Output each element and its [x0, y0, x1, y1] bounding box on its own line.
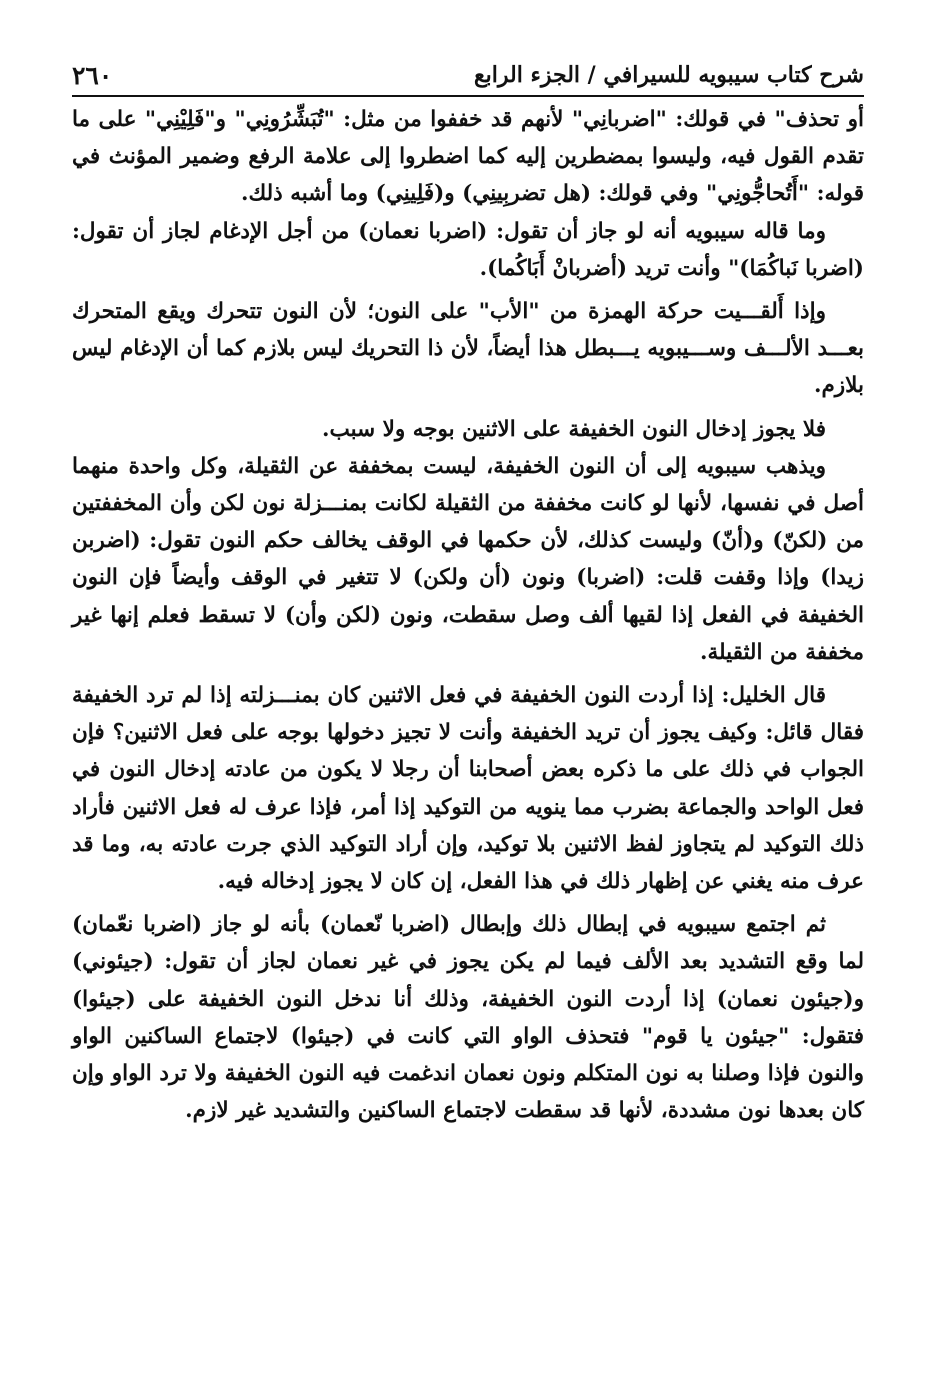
paragraph-7: ثم اجتمع سيبويه في إبطال ذلك وإبطال (اضربا نّعمان) بأنه لو جاز (اضربا نعّمان) لما وقع التشديد بعد الألف فيما لم يكن يجوز في غير نعمان لجاز أن تقول: (جيئوني) و(جيئون نعمان) إذا أردت النون الخفيفة، وذلك أنا ندخل النون الخفيفة على (جيئوا) فتقول: "جيئون يا قوم" فتحذف الواو التي كانت في (جيئوا) لاجتماع الساكنين الواو والنون فإذا وصلنا به نون المتكلم ونون نعمان اندغمت فيه النون الخفيفة ولا ترد الواو وإن كان بعدها نون مشددة، لأنها قد سقطت لاجتماع الساكنين والتشديد غير لازم. [72, 912, 864, 1124]
paragraph-1: أو تحذف" في قولك: "اضربانِي" لأنهم قد خففوا من مثل: "تُبَشِّرُونِي" و"فَلِيْنِي" على ما تقدم القول فيه، وليسوا بمضطرين إليه كما اضطروا إلى علامة الرفع وضمير المؤنث في قوله: "أَتُحاجُّونِي" وفي قولك: (هل تضربِينِي) و(فَلِينِي) وما أشبه ذلك. [72, 107, 864, 207]
paragraph-4: فلا يجوز إدخال النون الخفيفة على الاثنين بوجه ولا سبب. [322, 416, 826, 442]
body-text [72, 101, 864, 1129]
page-header [72, 40, 864, 92]
paragraph-6: قال الخليل: إذا أردت النون الخفيفة في فعل الاثنين كان بمنـــزلته إذا لم ترد الخفيفة فقال قائل: وكيف يجوز أن تريد الخفيفة وأنت لا تجيز دخولها بوجه على فعل الاثنين؟ فإن الجواب في ذلك على ما ذكره بعض أصحابنا أن رجلا لا يكون من عادته إدخال النون في فعل الواحد والجماعة بضرب مما ينويه من التوكيد إذا أمر، فإذا عرف له فعل الاثنين فأراد ذلك التوكيد لم يتجاوز لفظ الاثنين بلا توكيد، وإن أراد التوكيد الذي جرت عادته به، وما قد عرف منه يغني عن إظهار ذلك في هذا الفعل، إن كان لا يجوز إدخاله فيه. [72, 683, 864, 895]
page-number: ٢٦٠ [72, 61, 113, 90]
running-head: شرح كتاب سيبويه للسيرافي / الجزء الرابع [473, 62, 864, 88]
header-rule [72, 95, 864, 97]
paragraph-2: وما قاله سيبويه أنه لو جاز أن تقول: (اضربا نعمان) من أجل الإدغام لجاز أن تقول: (اضربا نَباكُمَا)" وأنت تريد (أضربانْ أَبَاكُما). [72, 218, 864, 281]
paragraph-3: وإذا أَلقـــيت حركة الهمزة من "الأب" على النون؛ لأن النون تتحرك ويقع المتحرك بعـــد الألـــف وســـيبويه يـــبطل هذا أيضاً، لأن ذا التحريك ليس بلازم كما أن الإدغام ليس بلازم. [72, 299, 864, 399]
paragraph-5: ويذهب سيبويه إلى أن النون الخفيفة، ليست بمخففة عن الثقيلة، وكل واحدة منهما أصل في نفسها، لأنها لو كانت مخففة من الثقيلة لكانت بمنـــزلة نون لكن وأن المخففتين من (لكنّ) و(أنّ) وليست كذلك، لأن حكمها في الوقف يخالف حكم النون تقول: (اضربن زيدا) وإذا وقفت قلت: (اضربا) ونون (أن ولكن) لا تتغير في الوقف وأيضاً فإن النون الخفيفة في الفعل إذا لقيها ألف وصل سقطت، ونون (لكن وأن) لا تسقط فعلم إنها غير مخففة من الثقيلة. [72, 453, 864, 665]
